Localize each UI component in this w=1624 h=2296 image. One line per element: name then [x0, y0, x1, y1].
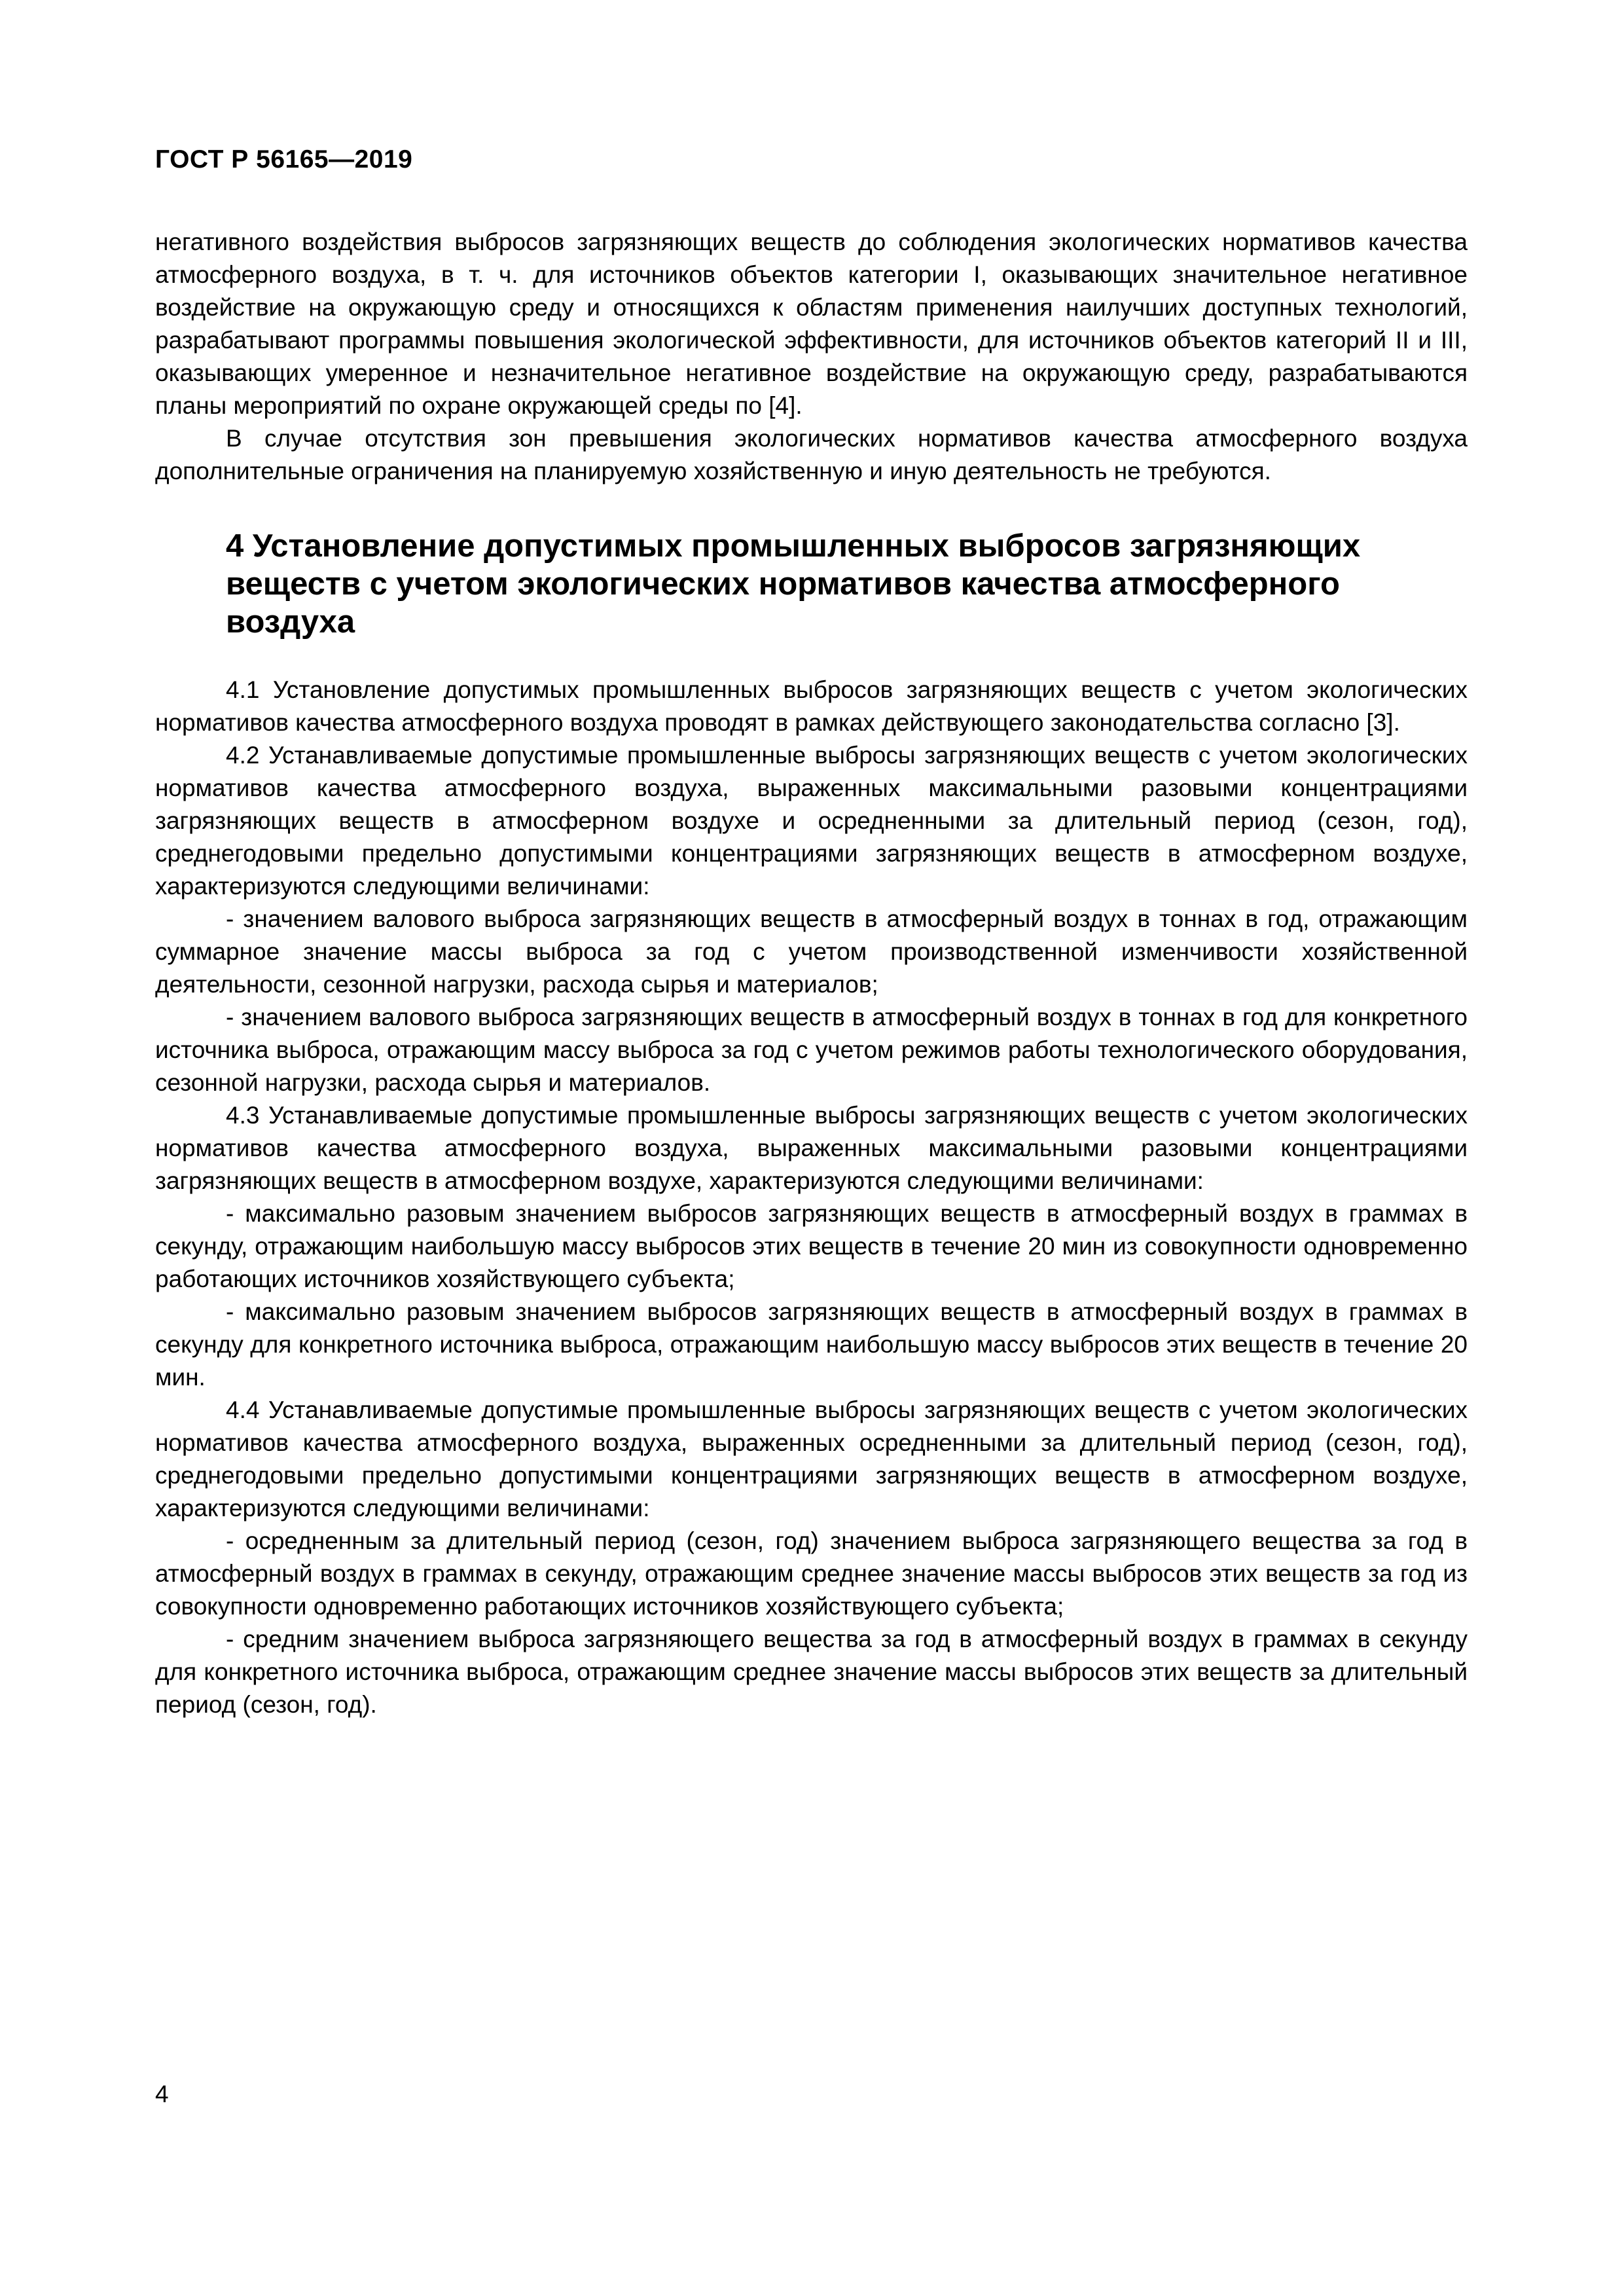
- page-number: 4: [155, 2081, 169, 2107]
- document-header: ГОСТ Р 56165—2019: [155, 145, 413, 173]
- clause-4-2: 4.2 Устанавливаемые допустимые промышленные выбросы загрязняющих веществ с учетом экологических нормативов качества атмосферного воздуха, выраженных максимальными разовыми концентрациями загрязняющих веществ в атмосферном воздухе и осредненными за длительный период (сезон, год), среднегодовыми предельно допустимыми концентрациями загрязняющих веществ в атмосферном воздухе, характеризуются следующими величинами:: [155, 742, 1468, 900]
- list-item: - максимально разовым значением выбросов загрязняющих веществ в атмосферный воздух в граммах в секунду для конкретного источника выброса, отражающим наибольшую массу выбросов этих веществ в течение 20 мин.: [155, 1298, 1468, 1391]
- paragraph: В случае отсутствия зон превышения экологических нормативов качества атмосферного воздуха дополнительные ограничения на планируемую хозяйственную и иную деятельность не требуются.: [155, 425, 1468, 484]
- document-body: [155, 226, 1468, 1721]
- list-item: - средним значением выброса загрязняющего вещества за год в атмосферный воздух в граммах в секунду для конкретного источника выброса, отражающим среднее значение массы выбросов этих веществ за длительный период (сезон, год).: [155, 1626, 1468, 1718]
- list-item: - максимально разовым значением выбросов загрязняющих веществ в атмосферный воздух в граммах в секунду, отражающим наибольшую массу выбросов этих веществ в течение 20 мин из совокупности одновременно работающих источников хозяйствующего субъекта;: [155, 1200, 1468, 1292]
- continuation-paragraph: негативного воздействия выбросов загрязняющих веществ до соблюдения экологических нормативов качества атмосферного воздуха, в т. ч. для источников объектов категории I, оказывающих значительное негативное воздействие на окружающую среду и относящихся к областям применения наилучших доступных технологий, разрабатывают программы повышения экологической эффективности, для источников объектов категорий II и III, оказывающих умеренное и незначительное негативное воздействие на окружающую среду, разрабатываются планы мероприятий по охране окружающей среды по [4].: [155, 228, 1468, 419]
- list-item: - осредненным за длительный период (сезон, год) значением выброса загрязняющего вещества за год в атмосферный воздух в граммах в секунду, отражающим среднее значение массы выбросов этих веществ за год из совокупности одновременно работающих источников хозяйствующего субъекта;: [155, 1527, 1468, 1620]
- section-heading: 4 Установление допустимых промышленных выбросов загрязняющих веществ с учетом экологических нормативов качества атмосферного воздуха: [226, 528, 1361, 640]
- clause-4-1: 4.1 Установление допустимых промышленных выбросов загрязняющих веществ с учетом экологических нормативов качества атмосферного воздуха проводят в рамках действующего законодательства согласно [3].: [155, 676, 1468, 736]
- clause-4-4: 4.4 Устанавливаемые допустимые промышленные выбросы загрязняющих веществ с учетом экологических нормативов качества атмосферного воздуха, выраженных осредненными за длительный период (сезон, год), среднегодовыми предельно допустимыми концентрациями загрязняющих веществ в атмосферном воздухе, характеризуются следующими величинами:: [155, 1396, 1468, 1522]
- list-item: - значением валового выброса загрязняющих веществ в атмосферный воздух в тоннах в год, отражающим суммарное значение массы выброса за год с учетом производственной изменчивости хозяйственной деятельности, сезонной нагрузки, расхода сырья и материалов;: [155, 905, 1468, 998]
- list-item: - значением валового выброса загрязняющих веществ в атмосферный воздух в тоннах в год для конкретного источника выброса, отражающим массу выброса за год с учетом режимов работы технологического оборудования, сезонной нагрузки, расхода сырья и материалов.: [155, 1004, 1468, 1096]
- clause-4-3: 4.3 Устанавливаемые допустимые промышленные выбросы загрязняющих веществ с учетом экологических нормативов качества атмосферного воздуха, выраженных максимальными разовыми концентрациями загрязняющих веществ в атмосферном воздухе, характеризуются следующими величинами:: [155, 1102, 1468, 1194]
